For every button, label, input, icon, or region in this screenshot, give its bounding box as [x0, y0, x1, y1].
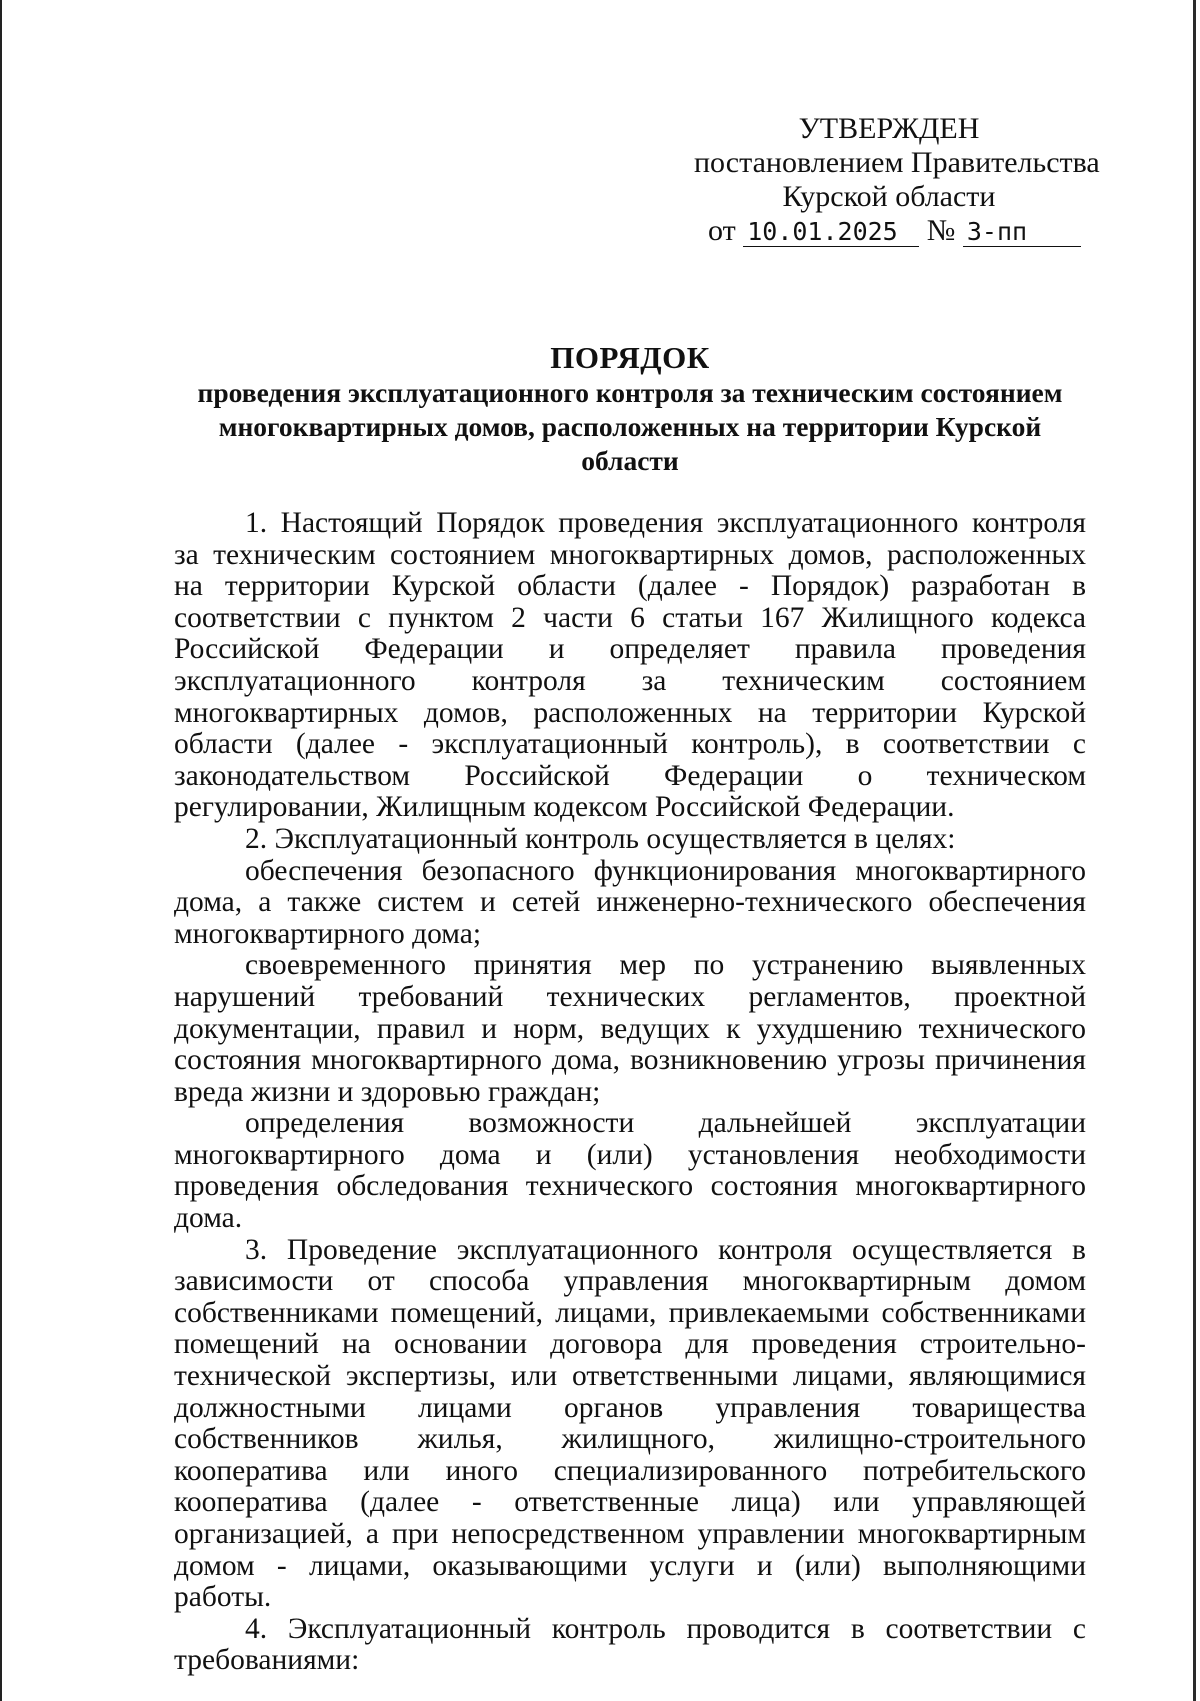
- approval-region: Курской области: [782, 180, 996, 213]
- paragraph-2: 2. Эксплуатационный контроль осуществляется в целях:: [245, 822, 956, 855]
- paragraph-1: 1. Настоящий Порядок проведения эксплуатационного контроля за техническим состоянием многоквартирных домов, расположенных на территории Курской области (далее - Порядок) разработан в соответствии с пунктом 2 части 6 статьи 167 Жилищного кодекса Российской Федерации и определяет правила проведения эксплуатационного контроля за техническим состоянием многоквартирных домов, расположенных на территории Курской области (далее - эксплуатационный контроль), в соответствии с законодательством Российской Федерации о техническом регулировании, Жилищным кодексом Российской Федерации.: [174, 507, 1086, 824]
- decree-from-label: от: [708, 214, 736, 247]
- paragraph-3: 3. Проведение эксплуатационного контроля осуществляется в зависимости от способа управления многоквартирным домом собственниками помещений, лицами, привлекаемыми собственниками помещений на основании договора для проведения строительно-технической экспертизы, или ответственными лицами, являющимися должностными лицами органов управления товарищества собственников жилья, жилищного, жилищно-строительного кооператива или иного специализированного потребительского кооператива (далее - ответственные лица) или управляющей организацией, а при непосредственном управлении многоквартирным домом - лицами, оказывающими услуги и (или) выполняющими работы.: [174, 1233, 1086, 1614]
- document-subtitle-line-2: многоквартирных домов, расположенных на территории Курской: [218, 411, 1042, 442]
- paragraph-2-goal-3: определения возможности дальнейшей эксплуатации многоквартирного дома и (или) установления необходимости проведения обследования технического состояния многоквартирного дома.: [174, 1107, 1086, 1235]
- approval-stamp-block: [694, 112, 1100, 248]
- document-subtitle-line-1: проведения эксплуатационного контроля за техническим состоянием: [197, 377, 1063, 408]
- paragraph-4: 4. Эксплуатационный контроль проводится в соответствии с требованиями:: [174, 1612, 1086, 1677]
- paragraph-2-goal-2: своевременного принятия мер по устранению выявленных нарушений требований технических регламентов, проектной документации, правил и норм, ведущих к ухудшению технического состояния многоквартирного дома, возникновению угрозы причинения вреда жизни и здоровью граждан;: [174, 949, 1086, 1108]
- document-body: [174, 508, 1086, 1677]
- decree-number-label: №: [926, 214, 956, 247]
- decree-reference: [694, 214, 1084, 248]
- approval-authority: постановлением Правительства: [694, 146, 1100, 179]
- document-subtitle-line-3: области: [581, 445, 679, 476]
- approval-heading: УТВЕРЖДЕН: [798, 112, 980, 145]
- document-title-block: [174, 340, 1086, 478]
- decree-date: 10.01.2025: [743, 218, 919, 247]
- document-title: ПОРЯДОК: [550, 340, 710, 375]
- paragraph-2-goal-1: обеспечения безопасного функционирования многоквартирного дома, а также систем и сетей инженерно-технического обеспечения многоквартирного дома;: [174, 854, 1086, 950]
- scan-border-right: [1193, 0, 1196, 1701]
- decree-number: 3-пп: [963, 218, 1081, 247]
- scan-border-left: [0, 0, 2, 1701]
